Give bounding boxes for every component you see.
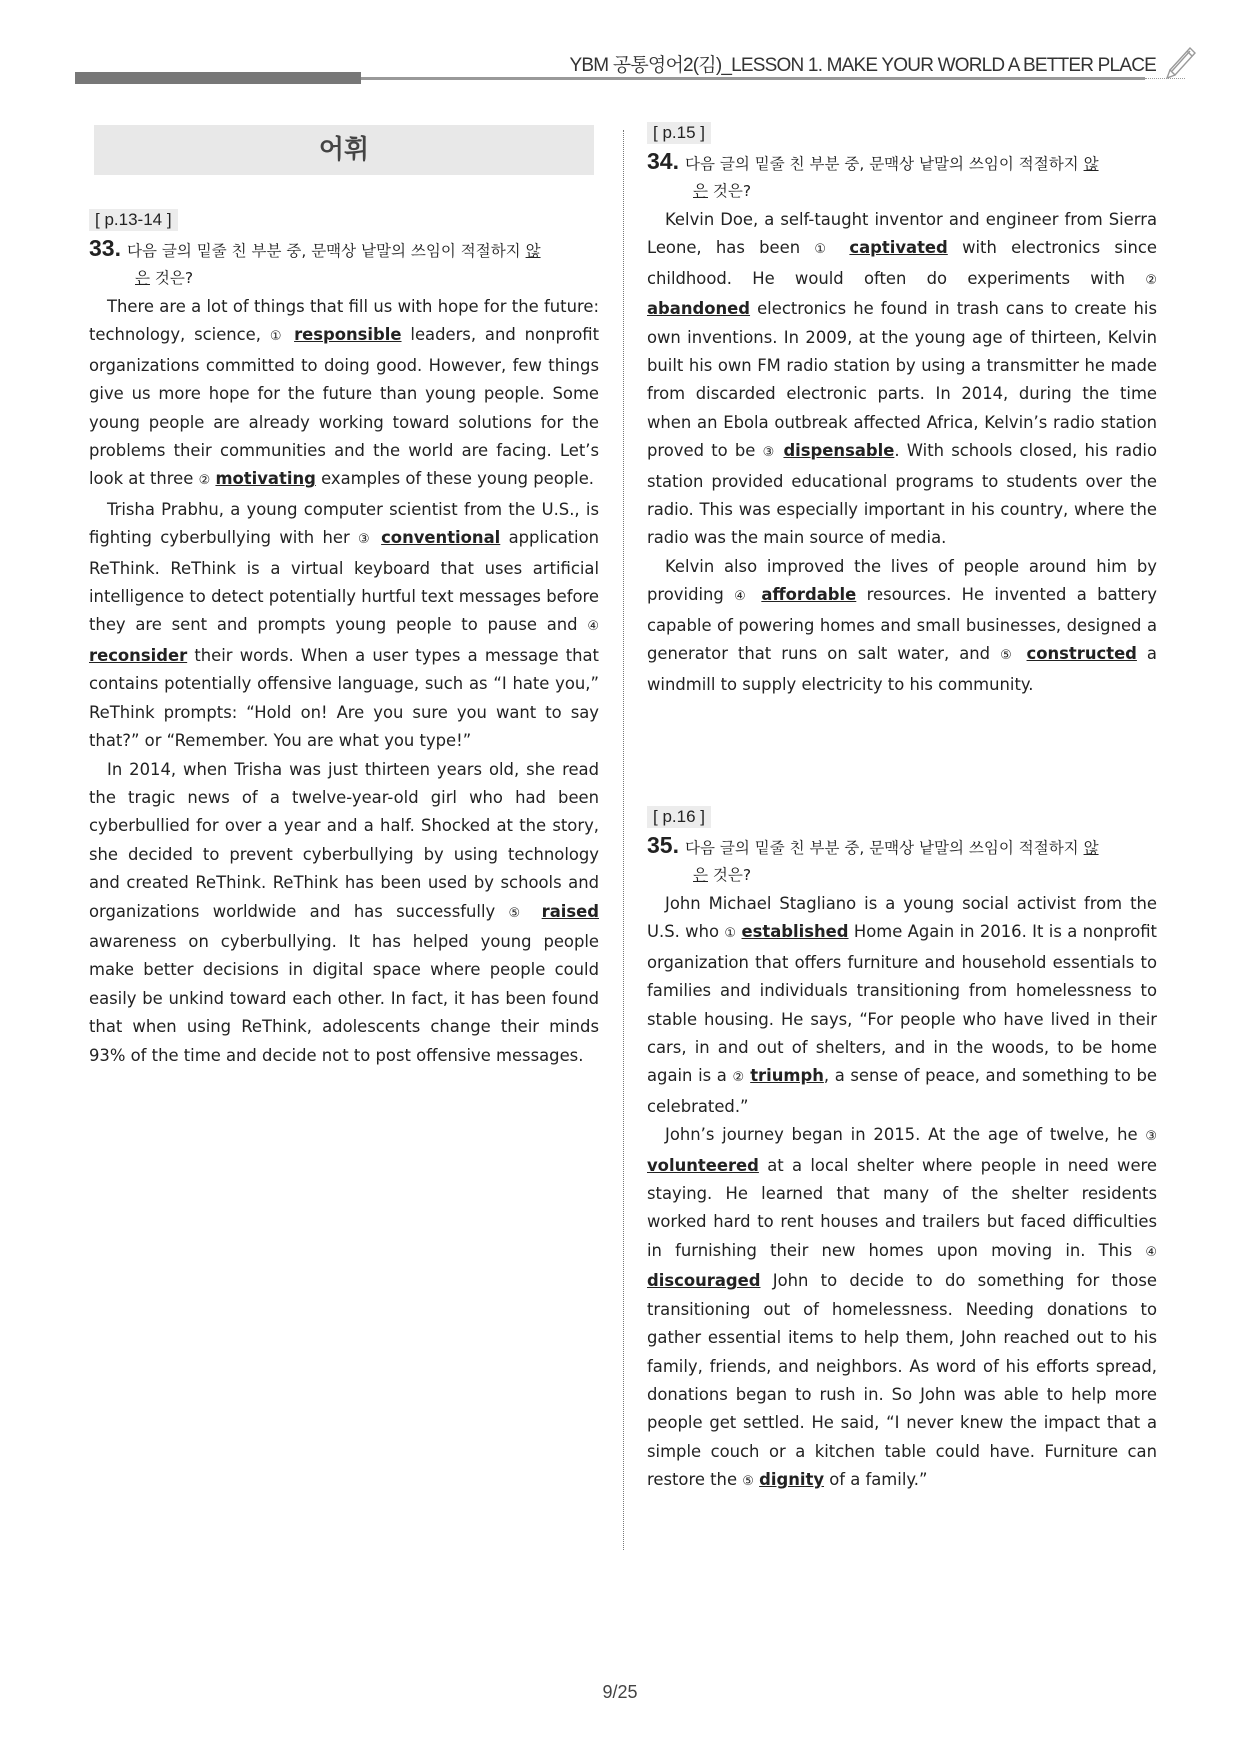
question-stem: 34. 다음 글의 밑줄 친 부분 중, 문맥상 낱말의 쓰임이 적절하지 않 <box>647 148 1099 174</box>
passage-paragraph: In 2014, when Trisha was just thirteen years old, she read the tragic news of a twelve-year-old girl who had been cyberbullied for over a year and a half. Shocked at the story, she decided to prevent cyberbullying by using technology and created ReThink. ReThink has been used by schools and organizations worldwide and has successfully ⑤ raised awareness on cyberbullying. It has helped young people make better decisions in digital space where people could easily be unkind toward each other. In fact, it has been found that when using ReThink, adolescents change their minds 93% of the time and decide not to post offensive messages. <box>89 759 599 1065</box>
passage-paragraph: Kelvin also improved the lives of people around him by providing ④ affordable resources. He invented a battery capable of powering homes and small businesses, designed a generator that runs on salt water, and ⑤ constructed a windmill to supply electricity to his community. <box>647 556 1157 694</box>
page-number: 9/25 <box>602 1682 638 1702</box>
passage-paragraph: Kelvin Doe, a self-taught inventor and engineer from Sierra Leone, has been ① captivated with electronics since childhood. He would often do experiments with ② abandoned electronics he found in trash cans to create his own inventions. In 2009, at the young age of thirteen, Kelvin built his own FM radio station by using a transmitter he made from discarded electronic parts. In 2014, during the time when an Ebola outbreak affected Africa, Kelvin’s radio station proved to be ③ dispensable. With schools closed, his radio station provided educational programs to students over the radio. This was especially important in his country, where the radio was the main source of media. <box>647 210 1158 548</box>
passage-paragraph: John’s journey began in 2015. At the age of twelve, he ③ volunteered at a local shelter where people in need were staying. He learned that many of the shelter residents worked hard to rent houses and trailers but faced difficulties in furnishing their new homes upon moving in. This ④ discouraged John to decide to do something for those transitioning out of homelessness. Needing donations to gather essential items to help them, John reached out to his family, friends, and neighbors. As word of his efforts spread, donations began to rush in. So John was able to help more people get settled. He said, “I never knew the impact that a simple couch or a kitchen table could have. Furniture can restore the ⑤ dignity of a family.” <box>647 1125 1157 1490</box>
passage <box>647 206 1157 699</box>
question-35: 35. 다음 글의 밑줄 친 부분 중, 문맥상 낱말의 쓰임이 적절하지 않 은 것은? John Michael Stagliano is a young social activist from the U.S. who ① established Home Again in 2016. It is a nonprofit organization that offers furniture and household essentials to families and individuals transitioning from homelessness to stable housing. He says, “For people who have lived in their cars, in and out of shelters, and in the woods, to be home again is a ② triumph, a sense of peace, and something to be celebrated.” John’s journey began in 2015. At the age of twelve, he ③ volunteered at a local shelter where people in need were staying. He learned that many of the shelter residents worked hard to rent houses and trailers but faced difficulties in furnishing their new homes upon moving in. This ④ discouraged John to decide to do something for those transitioning out of homelessness. Needing donations to gather essential items to help them, John reached out to his family, friends, and neighbors. As word of his efforts spread, donations began to rush in. So John was able to help more people get settled. He said, “I never knew the impact that a simple couch or a kitchen table could have. Furniture can restore the ⑤ dignity of a family.” <box>647 832 1157 1497</box>
passage <box>647 890 1157 1497</box>
choice-number: ④ <box>587 619 599 635</box>
underlined-keyword: conventional <box>381 528 501 548</box>
page-ref-q35: [ p.16 ] <box>647 806 711 828</box>
underlined-keyword: responsible <box>294 325 402 345</box>
choice-number: ② <box>732 1070 745 1086</box>
underlined-keyword: triumph <box>750 1066 824 1086</box>
choice-number: ⑤ <box>508 905 529 921</box>
question-33: 33. 다음 글의 밑줄 친 부분 중, 문맥상 낱말의 쓰임이 적절하지 않 은 것은? There are a lot of things that fill us with hope for the future: technology, science, ① responsible leaders, and nonprofit organizations committed to doing good. However, few things give us more hope for the future than young people. Some young people are already working toward solutions for the problems their communities and the world are facing. Let’s look at three ② motivating examples of these young people. Trisha Prabhu, a young computer scientist from the U.S., is fighting cyberbullying with her ③ conventional application ReThink. ReThink is a virtual keyboard that uses artificial intelligence to detect potentially hurtful text messages before they are sent and prompts young people to pause and ④ reconsider their words. When a user types a message that contains potentially offensive language, such as “I hate you,” ReThink prompts: “Hold on! Are you sure you want to say that?” or “Remember. You are what you type!” In 2014, when Trisha was just thirteen years old, she read the tragic news of a twelve-year-old girl who had been cyberbullied for over a year and a half. Shocked at the story, she decided to prevent cyberbullying by using technology and created ReThink. ReThink has been used by schools and organizations worldwide and has successfully ⑤ raised awareness on cyberbullying. It has helped young people make better decisions in digital space where people could easily be unkind toward each other. In fact, it has been found that when using ReThink, adolescents change their minds 93% of the time and decide not to post offensive messages. <box>89 235 599 1070</box>
choice-number: ⑤ <box>1000 648 1017 664</box>
underlined-keyword: volunteered <box>647 1155 759 1175</box>
header-title: YBM 공통영어2(김)_LESSON 1. MAKE YOUR WORLD A BETTER PLACE <box>569 55 1156 76</box>
underlined-keyword: raised <box>541 901 599 921</box>
underlined-keyword: dispensable <box>783 441 895 461</box>
underlined-keyword: motivating <box>215 469 316 489</box>
choice-number: ⑤ <box>742 1474 754 1490</box>
question-number: 33. <box>89 235 121 261</box>
section-title: 어휘 <box>94 125 594 175</box>
question-number: 35. <box>647 832 679 858</box>
header-rule-dots <box>1145 78 1185 79</box>
choice-number: ② <box>1145 272 1157 288</box>
choice-number: ③ <box>1145 1129 1157 1145</box>
choice-number: ① <box>269 329 286 345</box>
underlined-keyword: reconsider <box>89 645 188 665</box>
header-rule-thin <box>361 77 1145 80</box>
underlined-keyword: constructed <box>1026 644 1137 664</box>
choice-number: ④ <box>1145 1244 1157 1260</box>
passage-paragraph: John Michael Stagliano is a young social activist from the U.S. who ① established Home Again in 2016. It is a nonprofit organization that offers furniture and household essentials to families and individuals transitioning from homelessness to stable housing. He says, “For people who have lived in their cars, in and out of shelters, and in the woods, to be home again is a ② triumph, a sense of peace, and something to be celebrated.” <box>647 894 1158 1116</box>
choice-number: ① <box>814 242 836 258</box>
underlined-keyword: abandoned <box>647 299 751 319</box>
choice-number: ① <box>724 926 737 942</box>
choice-number: ③ <box>762 445 777 461</box>
choice-number: ② <box>198 473 211 489</box>
question-stem: 33. 다음 글의 밑줄 친 부분 중, 문맥상 낱말의 쓰임이 적절하지 않 <box>89 235 541 261</box>
passage-paragraph: Trisha Prabhu, a young computer scientist from the U.S., is fighting cyberbullying with her ③ conventional application ReThink. ReThink is a virtual keyboard that uses artificial intelligence to detect potentially hurtful text messages before they are sent and prompts young people to pause and ④ reconsider their words. When a user types a message that contains potentially offensive language, such as “I hate you,” ReThink prompts: “Hold on! Are you sure you want to say that?” or “Remember. You are what you type!” <box>89 499 600 751</box>
passage <box>89 293 599 1070</box>
question-number: 34. <box>647 148 679 174</box>
underlined-keyword: dignity <box>759 1470 825 1490</box>
pencil-icon <box>1162 40 1202 80</box>
underlined-keyword: captivated <box>849 238 948 258</box>
underlined-keyword: established <box>741 922 849 942</box>
header-rule-thick <box>75 72 361 84</box>
choice-number: ③ <box>358 532 373 548</box>
page-ref-q34: [ p.15 ] <box>647 122 711 144</box>
passage-paragraph: There are a lot of things that fill us with hope for the future: technology, science, ① responsible leaders, and nonprofit organizations committed to doing good. However, few things give us more hope for the future than young people. Some young people are already working toward solutions for the problems their communities and the world are facing. Let’s look at three ② motivating examples of these young people. <box>89 297 600 489</box>
column-divider <box>623 130 624 1550</box>
page-ref-q33: [ p.13-14 ] <box>89 209 178 231</box>
choice-number: ④ <box>734 589 751 605</box>
question-34: 34. 다음 글의 밑줄 친 부분 중, 문맥상 낱말의 쓰임이 적절하지 않 은 것은? Kelvin Doe, a self-taught inventor and engineer from Sierra Leone, has been ① captivated with electronics since childhood. He would often do experiments with ② abandoned electronics he found in trash cans to create his own inventions. In 2009, at the young age of thirteen, Kelvin built his own FM radio station by using a transmitter he made from discarded electronic parts. In 2014, during the time when an Ebola outbreak affected Africa, Kelvin’s radio station proved to be ③ dispensable. With schools closed, his radio station provided educational programs to students over the radio. This was especially important in his country, where the radio was the main source of media. Kelvin also improved the lives of people around him by providing ④ affordable resources. He invented a battery capable of powering homes and small businesses, designed a generator that runs on salt water, and ⑤ constructed a windmill to supply electricity to his community. <box>647 148 1157 699</box>
question-stem: 35. 다음 글의 밑줄 친 부분 중, 문맥상 낱말의 쓰임이 적절하지 않 <box>647 832 1099 858</box>
underlined-keyword: affordable <box>761 585 857 605</box>
underlined-keyword: discouraged <box>647 1271 761 1291</box>
